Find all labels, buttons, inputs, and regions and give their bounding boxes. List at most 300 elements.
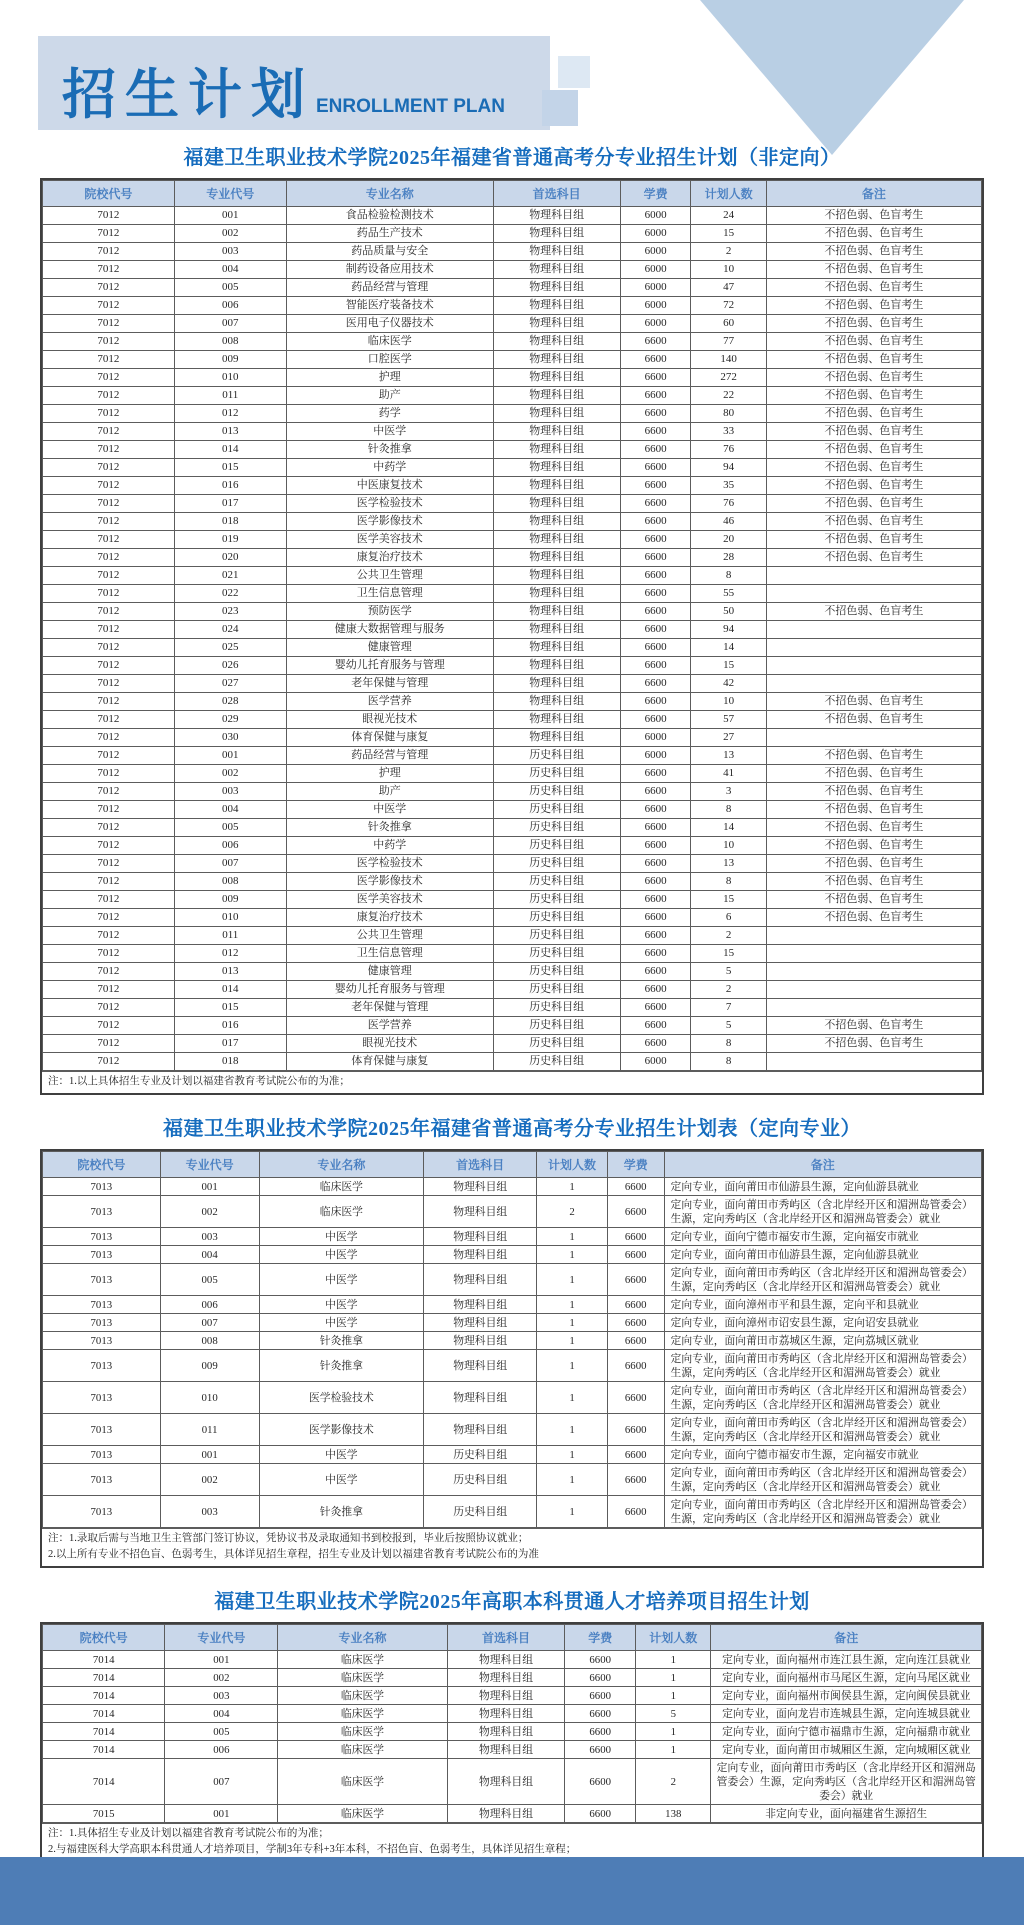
table-cell: 7012 <box>43 495 175 513</box>
table-cell: 临床医学 <box>278 1805 447 1823</box>
table-cell: 7014 <box>43 1687 165 1705</box>
table-cell: 7012 <box>43 999 175 1017</box>
table-row <box>43 801 982 819</box>
table-cell: 006 <box>165 1741 278 1759</box>
table-cell: 020 <box>174 549 286 567</box>
note-line: 注：1.录取后需与当地卫生主管部门签订协议，凭协议书及录取通知书到校报到，毕业后按照协议就业； <box>48 1533 529 1544</box>
table-cell: 002 <box>165 1669 278 1687</box>
table-cell: 不招色弱、色盲考生 <box>766 225 981 243</box>
table-cell: 定向专业，面向莆田市仙游县生源，定向仙游县就业 <box>664 1246 981 1264</box>
table-cell: 物理科目组 <box>447 1669 565 1687</box>
table-cell: 医学检验技术 <box>286 495 493 513</box>
column-header: 计划人数 <box>537 1152 608 1178</box>
table-cell: 019 <box>174 531 286 549</box>
table-cell: 不招色弱、色盲考生 <box>766 1035 981 1053</box>
table-cell: 针灸推拿 <box>259 1496 424 1528</box>
table-row <box>43 1053 982 1071</box>
table-cell: 1 <box>636 1651 711 1669</box>
table-cell: 6600 <box>607 1178 664 1196</box>
table-cell: 不招色弱、色盲考生 <box>766 387 981 405</box>
table-row <box>43 1805 982 1823</box>
table-row <box>43 999 982 1017</box>
table-cell: 6600 <box>565 1651 636 1669</box>
enrollment-table-directed <box>40 1149 984 1568</box>
table-cell: 物理科目组 <box>424 1296 537 1314</box>
column-header: 学费 <box>607 1152 664 1178</box>
table-row <box>43 675 982 693</box>
table-cell: 6600 <box>565 1805 636 1823</box>
section-title-bachelor-program: 福建卫生职业技术学院2025年高职本科贯通人才培养项目招生计划 <box>214 1591 810 1613</box>
table-cell: 6600 <box>620 351 691 369</box>
table-cell: 7012 <box>43 423 175 441</box>
table-cell: 口腔医学 <box>286 351 493 369</box>
table-cell: 002 <box>174 225 286 243</box>
table-row <box>43 423 982 441</box>
table-row <box>43 1228 982 1246</box>
table-cell: 6000 <box>620 207 691 225</box>
table-cell: 72 <box>691 297 766 315</box>
table-cell: 定向专业，面向莆田市秀屿区（含北岸经开区和湄洲岛管委会）生源，定向秀屿区（含北岸经开区和湄洲岛管委会）就业 <box>664 1464 981 1496</box>
table-cell: 55 <box>691 585 766 603</box>
table-row <box>43 225 982 243</box>
table-cell: 001 <box>165 1651 278 1669</box>
table-cell: 6600 <box>620 1035 691 1053</box>
table-cell: 临床医学 <box>259 1196 424 1228</box>
table-cell: 物理科目组 <box>493 639 620 657</box>
table-row <box>43 261 982 279</box>
table-cell: 7013 <box>43 1264 161 1296</box>
table-cell: 7012 <box>43 963 175 981</box>
table-row <box>43 1687 982 1705</box>
table-cell: 不招色弱、色盲考生 <box>766 1017 981 1035</box>
table-cell: 6600 <box>620 855 691 873</box>
table-row <box>43 585 982 603</box>
table-cell: 7013 <box>43 1246 161 1264</box>
table-cell: 013 <box>174 963 286 981</box>
table-cell: 001 <box>174 207 286 225</box>
table-cell: 6600 <box>607 1246 664 1264</box>
table-cell: 不招色弱、色盲考生 <box>766 261 981 279</box>
table-cell: 7012 <box>43 315 175 333</box>
table-cell: 027 <box>174 675 286 693</box>
table-cell: 老年保健与管理 <box>286 675 493 693</box>
table-cell: 不招色弱、色盲考生 <box>766 333 981 351</box>
table-cell: 6600 <box>620 459 691 477</box>
table-cell: 康复治疗技术 <box>286 549 493 567</box>
table-cell: 003 <box>160 1496 259 1528</box>
table-row <box>43 819 982 837</box>
enrollment-table-bachelor-program <box>40 1622 984 1879</box>
table-cell: 历史科目组 <box>493 801 620 819</box>
table-cell: 物理科目组 <box>447 1759 565 1805</box>
table-cell: 7013 <box>43 1296 161 1314</box>
table-cell: 6600 <box>607 1196 664 1228</box>
table-cell: 物理科目组 <box>493 459 620 477</box>
table-cell: 5 <box>691 1017 766 1035</box>
table-cell: 药品生产技术 <box>286 225 493 243</box>
table-row <box>43 891 982 909</box>
table-row <box>43 927 982 945</box>
table-cell: 临床医学 <box>278 1723 447 1741</box>
table-cell: 1 <box>537 1246 608 1264</box>
table-cell: 15 <box>691 945 766 963</box>
table-cell: 6600 <box>620 765 691 783</box>
column-header: 学费 <box>565 1625 636 1651</box>
table-cell: 7012 <box>43 333 175 351</box>
table-cell: 1 <box>537 1228 608 1246</box>
table-cell: 3 <box>691 783 766 801</box>
table-cell: 7012 <box>43 1053 175 1071</box>
table-cell: 008 <box>174 873 286 891</box>
table-cell: 014 <box>174 981 286 999</box>
table-cell: 护理 <box>286 369 493 387</box>
table-cell: 老年保健与管理 <box>286 999 493 1017</box>
table-row <box>43 207 982 225</box>
table-cell: 6600 <box>607 1382 664 1414</box>
table-cell: 6600 <box>620 693 691 711</box>
table-cell: 物理科目组 <box>493 477 620 495</box>
content-column <box>40 140 984 1879</box>
table-cell: 6600 <box>565 1705 636 1723</box>
table-cell: 1 <box>537 1350 608 1382</box>
table-cell: 021 <box>174 567 286 585</box>
table-cell: 8 <box>691 1053 766 1071</box>
table-cell: 024 <box>174 621 286 639</box>
table-cell: 1 <box>537 1264 608 1296</box>
table-cell: 28 <box>691 549 766 567</box>
table-cell: 不招色弱、色盲考生 <box>766 837 981 855</box>
table-cell: 7014 <box>43 1759 165 1805</box>
triangle-decoration <box>700 0 964 155</box>
table-cell: 7013 <box>43 1196 161 1228</box>
table-cell <box>766 1053 981 1071</box>
table-cell: 健康管理 <box>286 963 493 981</box>
table-cell: 001 <box>160 1446 259 1464</box>
table-cell: 6600 <box>607 1350 664 1382</box>
table-row <box>43 945 982 963</box>
table-row <box>43 1759 982 1805</box>
table-cell: 历史科目组 <box>493 747 620 765</box>
table-cell: 7012 <box>43 243 175 261</box>
column-header: 首选科目 <box>447 1625 565 1651</box>
table-cell: 6600 <box>607 1464 664 1496</box>
table-row <box>43 963 982 981</box>
table-cell: 非定向专业，面向福建省生源招生 <box>711 1805 982 1823</box>
table-cell: 007 <box>174 315 286 333</box>
table-cell: 历史科目组 <box>424 1446 537 1464</box>
table-cell: 物理科目组 <box>493 315 620 333</box>
table-cell: 公共卫生管理 <box>286 927 493 945</box>
table-cell: 6600 <box>620 495 691 513</box>
table-cell: 004 <box>174 801 286 819</box>
table-row <box>43 621 982 639</box>
table-cell: 7012 <box>43 459 175 477</box>
table-cell: 不招色弱、色盲考生 <box>766 909 981 927</box>
table-cell: 004 <box>174 261 286 279</box>
column-header: 专业名称 <box>259 1152 424 1178</box>
table-cell: 不招色弱、色盲考生 <box>766 315 981 333</box>
table-cell: 针灸推拿 <box>286 819 493 837</box>
table-row <box>43 1264 982 1296</box>
table-cell: 6600 <box>620 333 691 351</box>
table-cell: 中医康复技术 <box>286 477 493 495</box>
table-cell: 不招色弱、色盲考生 <box>766 747 981 765</box>
table-cell: 6600 <box>565 1723 636 1741</box>
banner <box>38 36 550 130</box>
table-cell: 002 <box>160 1196 259 1228</box>
table-row <box>43 279 982 297</box>
table-cell: 14 <box>691 819 766 837</box>
table-cell: 24 <box>691 207 766 225</box>
table-cell: 6000 <box>620 243 691 261</box>
table-cell: 7012 <box>43 477 175 495</box>
table-cell: 7013 <box>43 1382 161 1414</box>
table-cell: 6600 <box>620 981 691 999</box>
header-row <box>43 1625 982 1651</box>
table-cell: 护理 <box>286 765 493 783</box>
table-cell: 005 <box>174 819 286 837</box>
table-cell: 不招色弱、色盲考生 <box>766 279 981 297</box>
table-cell: 不招色弱、色盲考生 <box>766 423 981 441</box>
table-cell: 2 <box>691 243 766 261</box>
table-cell: 7012 <box>43 513 175 531</box>
table-cell: 6600 <box>620 387 691 405</box>
table-cell: 025 <box>174 639 286 657</box>
table-cell: 003 <box>165 1687 278 1705</box>
table-cell: 7012 <box>43 621 175 639</box>
table-cell: 007 <box>160 1314 259 1332</box>
table-cell: 定向专业，面向漳州市平和县生源，定向平和县就业 <box>664 1296 981 1314</box>
column-header: 专业代号 <box>174 181 286 207</box>
table-row <box>43 1178 982 1196</box>
table-cell: 6600 <box>620 1017 691 1035</box>
table-cell: 历史科目组 <box>493 873 620 891</box>
table-cell: 7014 <box>43 1741 165 1759</box>
table-cell: 不招色弱、色盲考生 <box>766 711 981 729</box>
table-cell: 物理科目组 <box>493 549 620 567</box>
table-cell: 物理科目组 <box>493 405 620 423</box>
table-row <box>43 513 982 531</box>
table-cell: 制药设备应用技术 <box>286 261 493 279</box>
table-cell: 不招色弱、色盲考生 <box>766 783 981 801</box>
table-cell: 6600 <box>607 1414 664 1446</box>
table-cell: 物理科目组 <box>424 1178 537 1196</box>
table-cell <box>766 675 981 693</box>
column-header: 备注 <box>664 1152 981 1178</box>
table-cell: 物理科目组 <box>424 1246 537 1264</box>
table-cell: 历史科目组 <box>493 855 620 873</box>
table-cell: 140 <box>691 351 766 369</box>
table-cell: 6600 <box>620 873 691 891</box>
table-row <box>43 297 982 315</box>
table-row <box>43 1496 982 1528</box>
table-cell: 272 <box>691 369 766 387</box>
table-cell: 7015 <box>43 1805 165 1823</box>
table-cell: 医学影像技术 <box>259 1414 424 1446</box>
table-cell: 011 <box>160 1414 259 1446</box>
table-cell: 历史科目组 <box>424 1464 537 1496</box>
table-cell: 7012 <box>43 603 175 621</box>
table-cell: 7012 <box>43 909 175 927</box>
table-cell: 1 <box>537 1332 608 1350</box>
table-cell: 001 <box>174 747 286 765</box>
table-row <box>43 1669 982 1687</box>
table-cell <box>766 621 981 639</box>
table-cell: 7012 <box>43 369 175 387</box>
data-table <box>42 180 982 1071</box>
table-cell: 7014 <box>43 1705 165 1723</box>
table-cell: 77 <box>691 333 766 351</box>
table-row <box>43 765 982 783</box>
table-cell: 94 <box>691 621 766 639</box>
column-header: 首选科目 <box>493 181 620 207</box>
table-cell: 中药学 <box>286 459 493 477</box>
table-cell: 临床医学 <box>286 333 493 351</box>
table-cell: 中医学 <box>259 1314 424 1332</box>
table-cell: 针灸推拿 <box>259 1350 424 1382</box>
table-row <box>43 387 982 405</box>
table-cell: 7013 <box>43 1446 161 1464</box>
table-cell: 7012 <box>43 837 175 855</box>
table-cell: 7 <box>691 999 766 1017</box>
table-cell: 物理科目组 <box>493 243 620 261</box>
table-cell: 5 <box>691 963 766 981</box>
table-cell: 中医学 <box>259 1296 424 1314</box>
table-cell: 7013 <box>43 1414 161 1446</box>
table-cell: 001 <box>160 1178 259 1196</box>
table-cell: 不招色弱、色盲考生 <box>766 603 981 621</box>
table-cell: 6000 <box>620 315 691 333</box>
table-cell: 005 <box>160 1264 259 1296</box>
table-cell: 76 <box>691 495 766 513</box>
table-cell: 7012 <box>43 585 175 603</box>
table-cell: 50 <box>691 603 766 621</box>
table-cell: 2 <box>537 1196 608 1228</box>
table-cell: 7012 <box>43 387 175 405</box>
table-row <box>43 783 982 801</box>
table-cell: 历史科目组 <box>493 981 620 999</box>
table-cell: 临床医学 <box>278 1651 447 1669</box>
table-cell: 物理科目组 <box>493 567 620 585</box>
table-cell: 临床医学 <box>278 1759 447 1805</box>
table-cell: 不招色弱、色盲考生 <box>766 207 981 225</box>
table-cell: 6000 <box>620 297 691 315</box>
table-cell: 011 <box>174 927 286 945</box>
table-cell: 物理科目组 <box>424 1382 537 1414</box>
table-cell: 物理科目组 <box>447 1705 565 1723</box>
table-cell: 预防医学 <box>286 603 493 621</box>
table-cell: 6000 <box>620 747 691 765</box>
table-cell: 006 <box>174 837 286 855</box>
table-cell: 体育保健与康复 <box>286 729 493 747</box>
table-cell: 不招色弱、色盲考生 <box>766 855 981 873</box>
table-cell: 026 <box>174 657 286 675</box>
column-header: 学费 <box>620 181 691 207</box>
table-cell: 012 <box>174 945 286 963</box>
table-cell: 历史科目组 <box>493 819 620 837</box>
table-cell: 中医学 <box>259 1246 424 1264</box>
table-cell: 中医学 <box>259 1228 424 1246</box>
table-cell: 中药学 <box>286 837 493 855</box>
table-cell: 016 <box>174 477 286 495</box>
table-cell: 6600 <box>620 999 691 1017</box>
table-cell: 6600 <box>620 837 691 855</box>
column-header: 院校代号 <box>43 1152 161 1178</box>
table-cell: 1 <box>636 1669 711 1687</box>
table-cell: 临床医学 <box>278 1687 447 1705</box>
table-cell: 物理科目组 <box>493 351 620 369</box>
table-cell <box>766 657 981 675</box>
table-cell: 15 <box>691 225 766 243</box>
table-cell: 医学营养 <box>286 1017 493 1035</box>
table-cell: 1 <box>636 1723 711 1741</box>
table-cell: 023 <box>174 603 286 621</box>
table-cell: 7013 <box>43 1464 161 1496</box>
table-cell: 婴幼儿托育服务与管理 <box>286 657 493 675</box>
table-cell: 历史科目组 <box>493 945 620 963</box>
table-row <box>43 1414 982 1446</box>
table-cell: 13 <box>691 747 766 765</box>
table-cell: 智能医疗装备技术 <box>286 297 493 315</box>
table-cell: 57 <box>691 711 766 729</box>
table-row <box>43 1464 982 1496</box>
checker-square-light <box>558 56 590 88</box>
table-row <box>43 1017 982 1035</box>
table-row <box>43 1314 982 1332</box>
table-cell: 2 <box>691 981 766 999</box>
table-notes <box>42 1528 982 1566</box>
table-cell: 003 <box>174 783 286 801</box>
table-cell: 历史科目组 <box>493 783 620 801</box>
table-cell: 7012 <box>43 1035 175 1053</box>
table-cell: 药学 <box>286 405 493 423</box>
table-cell: 7013 <box>43 1496 161 1528</box>
table-cell: 7012 <box>43 873 175 891</box>
table-row <box>43 495 982 513</box>
table-cell: 015 <box>174 999 286 1017</box>
table-cell: 60 <box>691 315 766 333</box>
table-cell: 7012 <box>43 729 175 747</box>
table-cell: 009 <box>174 891 286 909</box>
table-cell: 物理科目组 <box>447 1805 565 1823</box>
table-cell: 006 <box>160 1296 259 1314</box>
table-cell: 016 <box>174 1017 286 1035</box>
column-header: 备注 <box>711 1625 982 1651</box>
table-row <box>43 1741 982 1759</box>
table-cell: 医用电子仪器技术 <box>286 315 493 333</box>
table-cell: 定向专业，面向莆田市城厢区生源，定向城厢区就业 <box>711 1741 982 1759</box>
table-cell: 7012 <box>43 693 175 711</box>
note-line: 2.与福建医科大学高职本科贯通人才培养项目，学制3年专科+3年本科，不招色盲、色弱考生，具体详见招生章程； <box>48 1844 577 1855</box>
table-row <box>43 333 982 351</box>
table-row <box>43 729 982 747</box>
table-cell: 体育保健与康复 <box>286 1053 493 1071</box>
table-cell: 017 <box>174 1035 286 1053</box>
checker-square-dark <box>542 90 578 126</box>
table-cell: 6600 <box>620 369 691 387</box>
table-cell: 6 <box>691 909 766 927</box>
table-cell: 030 <box>174 729 286 747</box>
table-cell: 定向专业，面向福州市连江县生源，定向连江县就业 <box>711 1651 982 1669</box>
table-cell: 医学检验技术 <box>286 855 493 873</box>
table-cell: 不招色弱、色盲考生 <box>766 477 981 495</box>
header-row <box>43 1152 982 1178</box>
table-cell: 医学美容技术 <box>286 891 493 909</box>
table-cell: 6600 <box>620 639 691 657</box>
table-cell: 1 <box>636 1687 711 1705</box>
table-cell: 定向专业，面向宁德市福安市生源，定向福安市就业 <box>664 1446 981 1464</box>
table-cell: 6600 <box>565 1687 636 1705</box>
